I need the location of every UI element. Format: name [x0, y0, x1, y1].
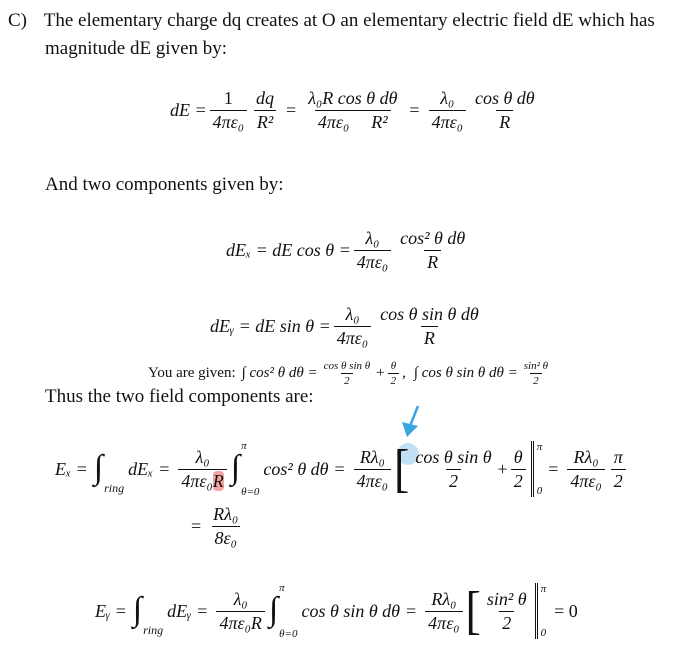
- eq-Ex-dEx: dEₓ: [128, 458, 154, 479]
- frac-num: λ₀: [345, 304, 360, 324]
- frac-den: 4πε₀: [334, 326, 371, 349]
- problem-line-1: The elementary charge dq creates at O an elementary electric field dE which has: [43, 10, 655, 31]
- left-bracket: [: [465, 581, 481, 640]
- frac-den: 4πε₀: [567, 469, 604, 492]
- frac-num: Rλ₀: [213, 504, 239, 524]
- frac-den: 2: [341, 373, 353, 387]
- frac-den: 2: [388, 373, 400, 387]
- eq-dEy-lhs: dEᵧ = dE sin θ =: [210, 316, 331, 336]
- frac-num: λ₀: [440, 88, 455, 108]
- eq-Ex: Eₓ = ∫ ring dEₓ = $\frac{\text{λ₀}}{\text{4πε₀R}}$ ∫ π θ=0 cos² θ dθ = $\frac{\text{Rλ₀}}{\text{4πε₀}}$ [ $\frac{\text{cos θ sin θ}}{2}$ + $\frac{\theta}{2}$ π 0 = $\frac{\text{Rλ₀}}{\text{4πε₀}}$ $\frac{\pi}{2}$: [55, 440, 629, 498]
- lower-limit: θ=0: [279, 628, 298, 640]
- frac-num: cos θ dθ: [474, 88, 535, 108]
- frac-den: 8ε₀: [212, 526, 240, 549]
- frac-den: 2: [611, 469, 626, 492]
- frac-num: θ: [390, 360, 397, 372]
- upper-limit: π: [241, 440, 247, 452]
- frac-num: sin² θ: [486, 588, 527, 609]
- frac-den: R: [496, 110, 513, 133]
- integrand: cos θ sin θ dθ: [301, 600, 401, 621]
- upper-limit: π: [279, 582, 285, 594]
- frac-num: λ₀: [233, 588, 248, 609]
- ring-subscript: ring: [143, 623, 164, 637]
- frac-num: cos θ sin θ dθ: [380, 304, 479, 324]
- eval-lower: 0: [536, 485, 543, 497]
- eq-Ex-lhs: Eₓ =: [55, 458, 88, 479]
- frac-den: 4πε₀: [425, 611, 462, 634]
- problem-text: [8, 10, 655, 32]
- frac-den: R: [424, 250, 441, 273]
- components-intro: And two components given by:: [45, 174, 284, 195]
- problem-label: C): [8, 10, 27, 31]
- eq-Ex-line-2: [185, 504, 244, 549]
- integrand: cos² θ dθ: [263, 458, 329, 479]
- frac-den: R²: [254, 110, 276, 133]
- frac-num: cos θ sin θ: [323, 360, 371, 372]
- eq-Ey-result: = 0: [554, 600, 578, 621]
- given-comma: ,: [402, 365, 406, 381]
- equals-sign: =: [191, 516, 202, 536]
- eval-upper: π: [536, 441, 543, 453]
- integral-sign: ∫: [93, 449, 104, 486]
- frac-num: Rλ₀: [431, 588, 457, 609]
- frac-num: Rλ₀: [359, 446, 385, 467]
- given-int-1: ∫ cos² θ dθ =: [241, 365, 318, 381]
- frac-num: Rλ₀: [573, 446, 599, 467]
- frac-den: 2: [530, 373, 542, 387]
- eq-dEy: [210, 304, 485, 349]
- ring-subscript: ring: [104, 481, 125, 495]
- frac-num: cos θ sin θ: [415, 446, 492, 467]
- highlighted-R: R: [212, 470, 224, 491]
- frac-den-part: 4πε₀: [181, 470, 213, 491]
- integral-sign: ∫: [268, 591, 279, 628]
- frac-den: 2: [499, 611, 514, 634]
- frac-den-part: R²: [371, 112, 388, 132]
- eq-dE-lhs: dE =: [170, 100, 207, 120]
- equals-sign: =: [197, 600, 208, 621]
- eq-dEx-lhs: dEₓ = dE cos θ =: [226, 240, 351, 260]
- frac-den: 2: [511, 469, 526, 492]
- frac-num: 1: [223, 88, 233, 108]
- problem-line-2: magnitude dE given by:: [45, 38, 228, 59]
- frac-den: 2: [446, 469, 461, 492]
- eval-upper: π: [540, 583, 547, 595]
- integral-sign: ∫: [132, 591, 143, 628]
- eq-Ey-lhs: Eᵧ =: [95, 600, 127, 621]
- equals-sign: =: [159, 458, 170, 479]
- given-line: [148, 360, 554, 387]
- eq-dE: dE = $\frac{1}{\text{4πε₀}}$ $\frac{dq}{\text{R²}}$ = $\frac{\text{λ₀R cos θ dθ}}{\text{4πε₀ R²}}$ = $\frac{\text{λ₀}}{\text{4πε₀}}$ $\frac{\text{cos θ dθ}}{R}$: [170, 88, 541, 133]
- eq-dEx: [226, 228, 471, 273]
- frac-num: λ₀: [365, 228, 380, 248]
- frac-num: λ₀: [195, 446, 210, 467]
- integral-sign: ∫: [230, 449, 241, 486]
- thus-text: Thus the two field components are:: [45, 386, 314, 407]
- frac-den: 4πε₀: [429, 110, 466, 133]
- left-bracket: [: [394, 439, 410, 498]
- frac-den: 4πε₀: [210, 110, 247, 133]
- frac-num: sin² θ: [523, 360, 549, 372]
- frac-num: cos² θ dθ: [400, 228, 466, 248]
- frac-den: R: [421, 326, 438, 349]
- frac-den: 4πε₀: [354, 469, 391, 492]
- frac-num: dq: [256, 88, 275, 108]
- frac-den: [178, 469, 226, 492]
- eq-Ey-dEy: dEᵧ: [167, 600, 192, 621]
- pointer-arrow-icon: [400, 404, 424, 438]
- frac-num: θ: [513, 446, 523, 467]
- frac-num: π: [613, 446, 623, 467]
- lower-limit: θ=0: [241, 486, 260, 498]
- given-prefix: You are given:: [148, 365, 236, 381]
- given-plus: +: [376, 365, 385, 381]
- eq-Ey: Eᵧ = ∫ ring dEᵧ = $\frac{\text{λ₀}}{\text{4πε₀R}}$ ∫ π θ=0 cos θ sin θ dθ = $\frac{\text{Rλ₀}}{\text{4πε₀}}$ [ $\frac{\text{sin² θ}}{2}$ π 0 = 0: [95, 581, 578, 640]
- frac-den: 4πε₀: [354, 250, 391, 273]
- frac-den: [315, 110, 391, 133]
- frac-den: 4πε₀R: [216, 611, 264, 634]
- frac-num: λ₀R cos θ dθ: [308, 88, 398, 108]
- eval-lower: 0: [540, 627, 547, 639]
- frac-den-part: 4πε₀: [317, 112, 350, 132]
- given-int-2: ∫ cos θ sin θ dθ =: [413, 365, 518, 381]
